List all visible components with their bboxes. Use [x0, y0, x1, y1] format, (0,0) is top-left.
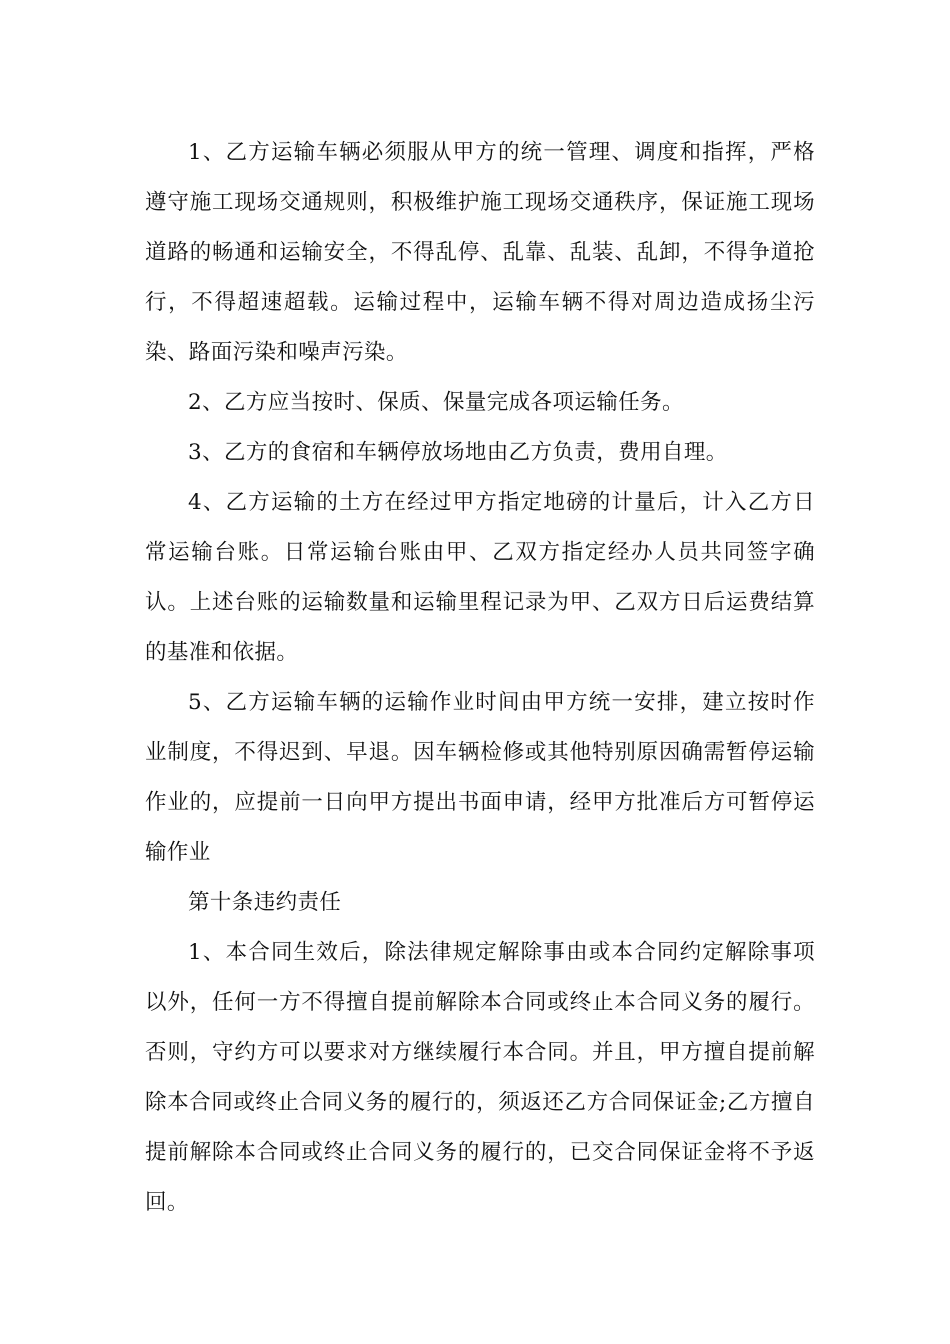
paragraph-vehicle-management: 1、乙方运输车辆必须服从甲方的统一管理、调度和指挥，严格遵守施工现场交通规则，积极维护施工现场交通秩序，保证施工现场道路的畅通和运输安全，不得乱停、乱靠、乱装、乱卸，不得争道抢行，不得超速超载。运输过程中，运输车辆不得对周边造成扬尘污染、路面污染和噪声污染。 — [145, 140, 815, 365]
paragraph-transport-tasks: 2、乙方应当按时、保质、保量完成各项运输任务。 — [188, 390, 684, 415]
paragraph-weighing-ledger: 4、乙方运输的土方在经过甲方指定地磅的计量后，计入乙方日常运输台账。日常运输台账由甲、乙双方指定经办人员共同签字确认。上述台账的运输数量和运输里程记录为甲、乙双方日后运费结算的基准和依据。 — [145, 490, 815, 665]
paragraph-early-termination: 1、本合同生效后，除法律规定解除事由或本合同约定解除事项以外，任何一方不得擅自提前解除本合同或终止本合同义务的履行。否则，守约方可以要求对方继续履行本合同。并且，甲方擅自提前解除本合同或终止合同义务的履行的，须返还乙方合同保证金;乙方擅自提前解除本合同或终止合同义务的履行的，已交合同保证金将不予返回。 — [145, 940, 815, 1215]
paragraph-work-schedule: 5、乙方运输车辆的运输作业时间由甲方统一安排，建立按时作业制度，不得迟到、早退。因车辆检修或其他特别原因确需暂停运输作业的，应提前一日向甲方提出书面申请，经甲方批准后方可暂停运输作业 — [145, 690, 815, 865]
section-heading-liability: 第十条违约责任 — [188, 890, 342, 915]
paragraph-accommodation: 3、乙方的食宿和车辆停放场地由乙方负责，费用自理。 — [188, 440, 728, 465]
document-body — [145, 128, 815, 1228]
